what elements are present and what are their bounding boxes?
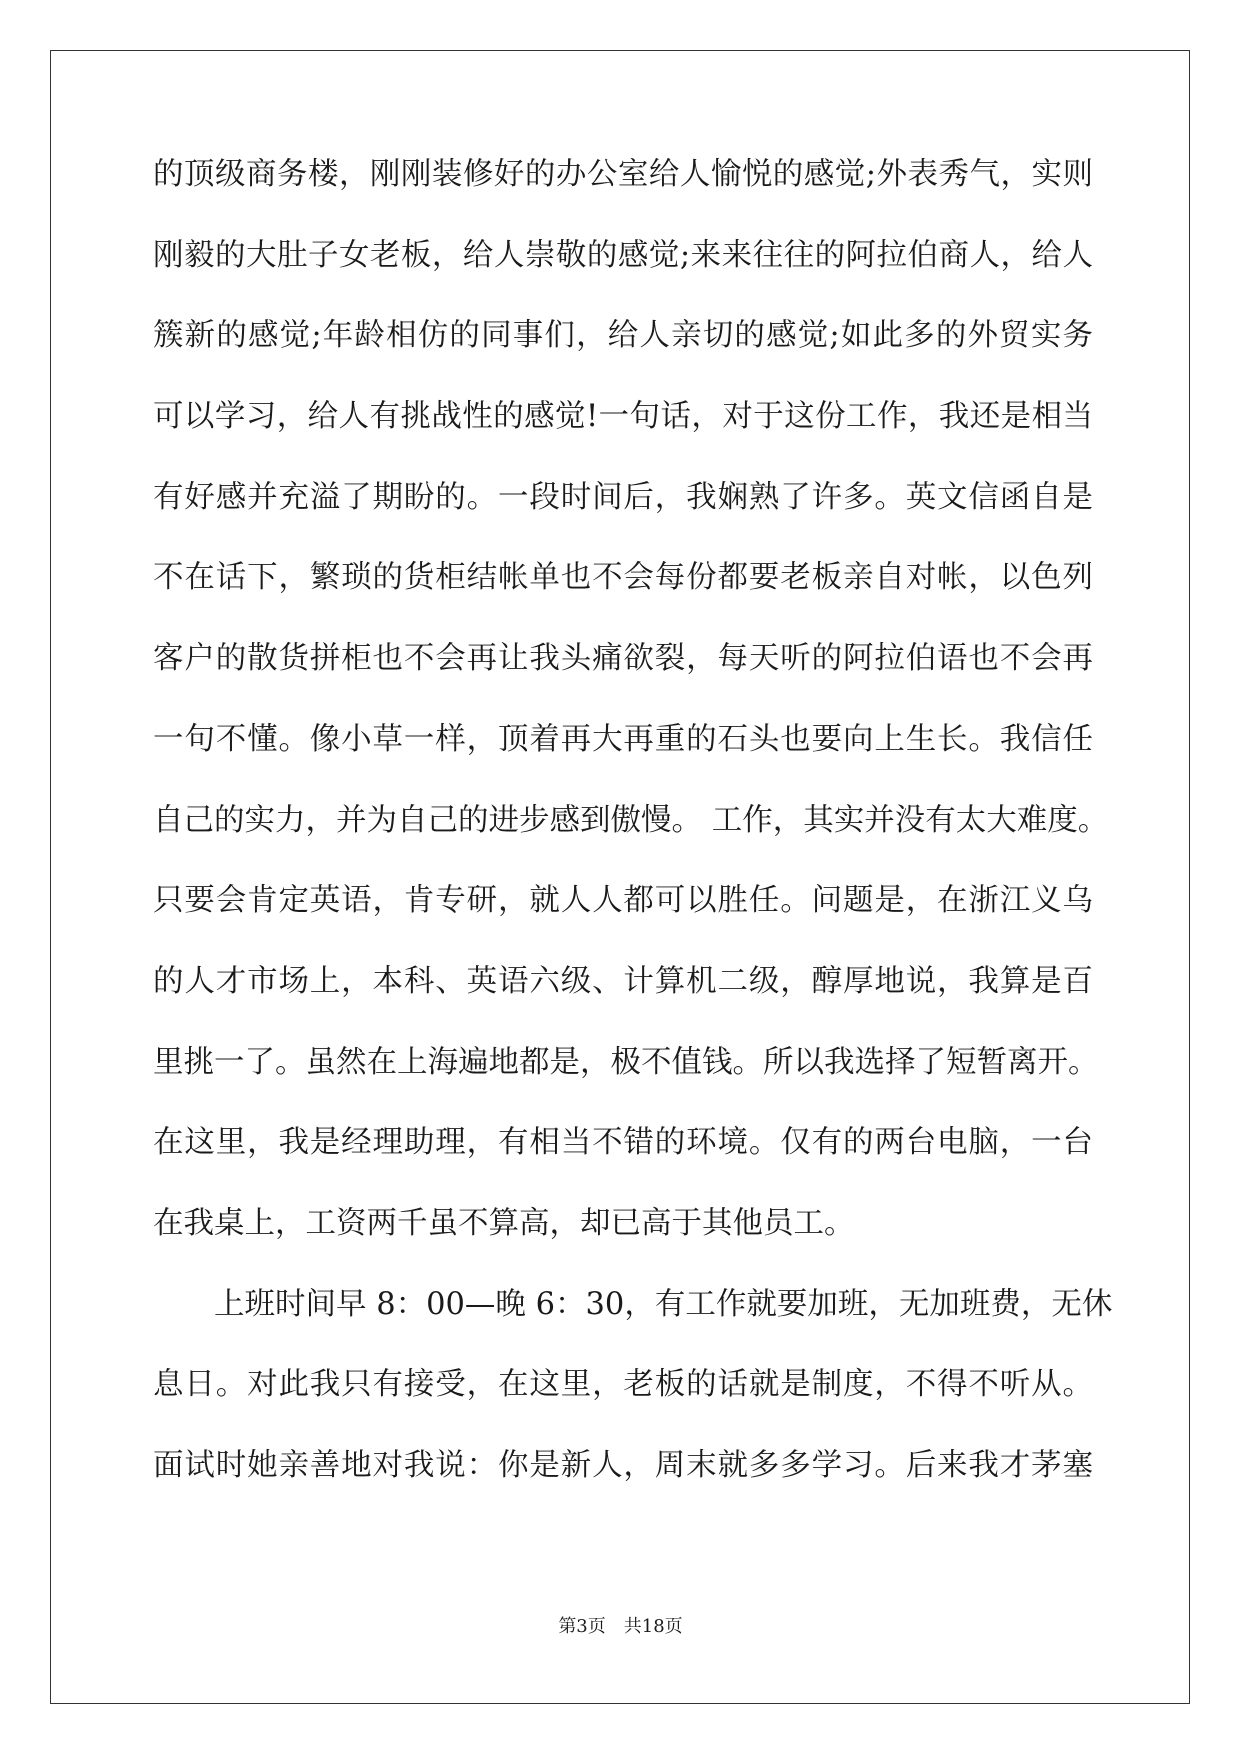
text-line: 在这里，我是经理助理，有相当不错的环境。仅有的两台电脑，一台 (153, 1125, 1093, 1161)
text-line: 一句不懂。像小草一样，顶着再大再重的石头也要向上生长。我信任 (153, 721, 1093, 757)
text-line: 有好感并充溢了期盼的。一段时间后，我娴熟了许多。英文信函自是 (153, 479, 1093, 515)
text-line: 面试时她亲善地对我说：你是新人，周末就多多学习。后来我才茅塞 (153, 1448, 1093, 1483)
text-line: 客户的散货拼柜也不会再让我头痛欲裂，每天听的阿拉伯语也不会再 (153, 641, 1093, 677)
text-line: 的顶级商务楼，刚刚装修好的办公室给人愉悦的感觉;外表秀气，实则 (153, 157, 1093, 192)
text-line: 不在话下，繁琐的货柜结帐单也不会每份都要老板亲自对帐，以色列 (153, 560, 1093, 596)
text-line: 可以学习，给人有挑战性的感觉!一句话，对于这份工作，我还是相当 (153, 399, 1093, 435)
text-line: 自己的实力，并为自己的进步感到傲慢。 工作，其实并没有太大难度。 (153, 802, 1109, 838)
text-line: 簇新的感觉;年龄相仿的同事们，给人亲切的感觉;如此多的外贸实务 (153, 318, 1093, 354)
page-number-footer: 第3页 共18页 (558, 1616, 683, 1637)
text-line: 息日。对此我只有接受，在这里，老板的话就是制度，不得不听从。 (153, 1367, 1093, 1403)
text-line: 只要会肯定英语，肯专研，就人人都可以胜任。问题是，在浙江义乌 (153, 883, 1093, 919)
body-text (153, 157, 1113, 1532)
text-line: 刚毅的大肚子女老板，给人崇敬的感觉;来来往往的阿拉伯商人，给人 (153, 237, 1093, 273)
text-line: 上班时间早 8：00—晚 6：30，有工作就要加班，无加班费，无休 (214, 1286, 1113, 1322)
text-line: 在我桌上，工资两千虽不算高，却已高于其他员工。 (153, 1205, 855, 1241)
text-line: 里挑一了。虽然在上海遍地都是，极不值钱。所以我选择了短暂离开。 (153, 1044, 1099, 1080)
text-line: 的人才市场上，本科、英语六级、计算机二级，醇厚地说，我算是百 (153, 963, 1093, 999)
